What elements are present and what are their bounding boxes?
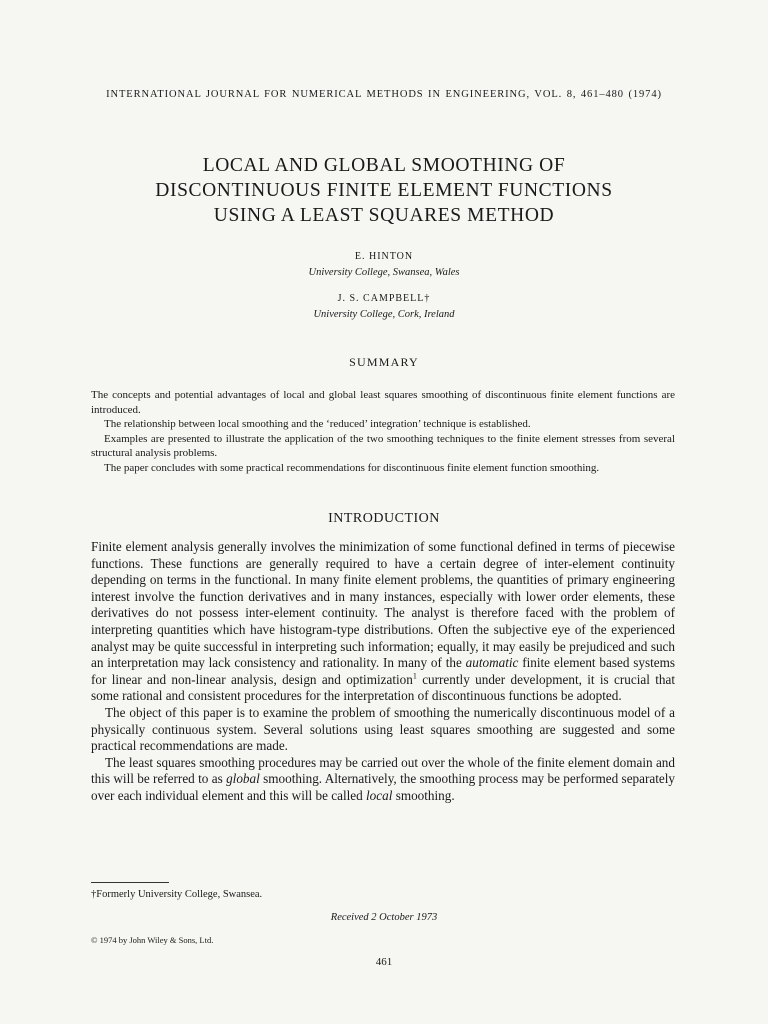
summary-heading: SUMMARY	[349, 355, 419, 369]
footnote-rule	[91, 882, 169, 883]
reference-marker: 1	[412, 671, 417, 681]
author-1-affiliation: University College, Swansea, Wales	[308, 267, 460, 278]
page-number: 461	[375, 956, 393, 968]
title-line-2: DISCONTINUOUS FINITE ELEMENT FUNCTIONS	[155, 180, 613, 201]
summary-paragraph: The concepts and potential advantages of local and global least squares smoothing of discontinuous finite element functions are introduced.	[91, 389, 675, 416]
intro-paragraph-3: The least squares smoothing procedures may be carried out over the whole of the finite element domain and this will be referred to as global smoothing. Alternatively, the smoothing process may be performed separately over each individual element and this will be called local smoothing.	[91, 754, 676, 803]
journal-header: INTERNATIONAL JOURNAL FOR NUMERICAL METHODS IN ENGINEERING, VOL. 8, 461–480 (1974)	[106, 89, 662, 100]
author-2-name: J. S. CAMPBELL†	[337, 293, 431, 304]
title-line-3: USING A LEAST SQUARES METHOD	[213, 205, 555, 226]
summary-paragraph: The relationship between local smoothing and the ‘reduced’ integration’ technique is established.	[104, 418, 531, 431]
intro-paragraph-1: Finite element analysis generally involves the minimization of some functional defined in terms of piecewise functions. These functions are generally required to have a certain degree of inter-element continuity depending on terms in the functional. In many finite element problems, the quantities of primary engineering interest involve the function derivatives and in many instances, especially with lower order elements, these derivatives do not possess inter-element continuity. The analyst is therefore faced with the problem of interpreting quantities which have histogram-type distributions. Often the subjective eye of the experienced analyst may be quite successful in interpreting such information; equally, it may easily be prejudiced and such an interpretation may lack consistency and rationality. In many of the automatic finite element based systems for linear and non-linear analysis, design and optimization$^1$ currently under development, it is crucial that some rational and consistent procedures for the interpretation of discontinuous functions be adopted.	[91, 539, 676, 704]
copyright-notice: © 1974 by John Wiley & Sons, Ltd.	[91, 935, 214, 945]
introduction-heading: INTRODUCTION	[328, 511, 440, 526]
summary-text	[91, 388, 675, 476]
footnote: †Formerly University College, Swansea.	[91, 889, 263, 900]
author-2-affiliation: University College, Cork, Ireland	[313, 309, 455, 320]
author-1-name: E. HINTON	[354, 251, 414, 262]
introduction-body	[91, 539, 675, 805]
summary-paragraph: Examples are presented to illustrate the application of the two smoothing techniques to the finite element stresses from several structural analysis problems.	[91, 432, 675, 460]
title-line-1: LOCAL AND GLOBAL SMOOTHING OF	[202, 155, 566, 176]
received-date: Received 2 October 1973	[330, 912, 438, 923]
summary-paragraph: The paper concludes with some practical recommendations for discontinuous finite element function smoothing.	[104, 461, 600, 474]
paper-title	[0, 153, 768, 228]
intro-paragraph-2: The object of this paper is to examine the problem of smoothing the numerically discontinuous model of a physically continuous system. Several solutions using least squares smoothing are suggested and some practical recommendations are made.	[91, 704, 675, 754]
